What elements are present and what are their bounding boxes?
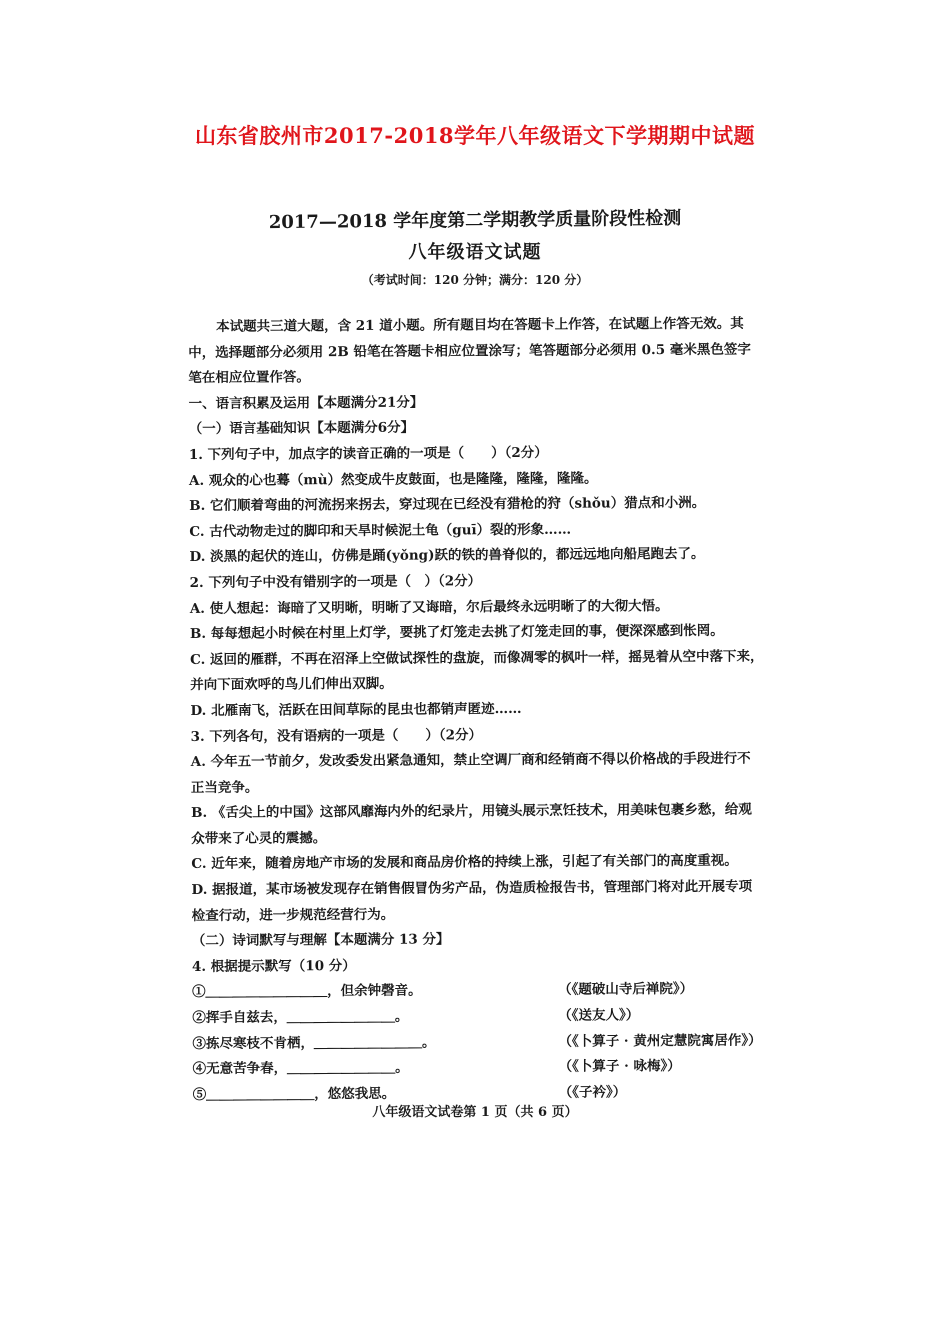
question-option: A. 使人想起：诲暗了又明晰，明晰了又诲暗，尔后最终永远明晰了的大彻大悟。 (189, 597, 669, 617)
instruction-line: 笔在相应位置作答。 (188, 369, 310, 387)
exam-body (188, 311, 793, 1108)
question-option-continued: 正当竞争。 (190, 779, 259, 796)
fill-blank-text: ⑤＿＿＿＿＿＿＿＿，悠悠我思。 (192, 1085, 396, 1103)
fill-blank-text: ③拣尽寒枝不肯栖，＿＿＿＿＿＿＿＿。 (192, 1034, 436, 1052)
question-option-continued: 检查行动，进一步规范经营行为。 (191, 906, 395, 924)
poem-source: （《子衿》） (558, 1084, 627, 1101)
question-option: C. 近年来，随着房地产市场的发展和商品房价格的持续上涨，引起了有关部门的高度重视。 (191, 853, 738, 873)
section-heading: 一、语言积累及运用【本题满分21分】 (188, 394, 424, 412)
exam-header-line1: 2017—2018 学年度第二学期教学质量阶段性检测 (268, 207, 682, 234)
instruction-line: 中，选择题部分必须用 2B 铅笔在答题卡相应位置涂写；笔答题部分必须用 0.5 毫米黑色签字 (188, 341, 751, 361)
question-option: C. 古代动物走过的脚印和天旱时候泥土龟（guī）裂的形象…… (189, 521, 572, 540)
fill-blank-item (192, 977, 792, 1006)
question-option: B. 它们顺着弯曲的河流拐来拐去，穿过现在已经没有猎枪的狩（shǒu）猎点和小洲。 (189, 495, 706, 515)
question-option: B. 《舌尖上的中国》这部风靡海内外的纪录片，用镜头展示烹饪技术，用美味包裹乡愁，给观 (190, 801, 752, 822)
fill-blank-item (192, 1028, 792, 1057)
question-option: D. 淡黑的起伏的连山，仿佛是踊(yǒng)跃的铁的兽脊似的，都远远地向船尾跑去了。 (189, 546, 705, 566)
question-option: A. 今年五一节前夕，发改委发出紧急通知，禁止空调厂商和经销商不得以价格战的手段进行不 (190, 750, 751, 771)
question-option: B. 每每想起小时候在村里上灯学，要挑了灯笼走去挑了灯笼走回的事，便深深感到怅罔。 (189, 622, 724, 643)
fill-blank-item (192, 1002, 792, 1031)
fill-blank-text: ②挥手自兹去，＿＿＿＿＿＿＿＿。 (192, 1008, 409, 1027)
exam-header-line2: 八年级语文试题 (408, 242, 542, 263)
page-footer: 八年级语文试卷第 1 页（共 6 页） (372, 1105, 578, 1120)
fill-blank-item (193, 1054, 793, 1083)
question-stem: 2. 下列句子中没有错别字的一项是（ ）（2分） (189, 573, 482, 591)
question-stem: 1. 下列句子中，加点字的读音正确的一项是（ ）（2分） (188, 444, 548, 463)
exam-time-info: （考试时间：120 分钟；满分：120 分） (361, 273, 589, 287)
question-option: C. 返回的雁群，不再在沼泽上空做试探性的盘旋，而像凋零的枫叶一样，摇晃着从空中落下来， (190, 648, 764, 668)
question-option-continued: 众带来了心灵的震撼。 (191, 830, 327, 847)
question-option: D. 据报道，某市场被发现存在销售假冒伪劣产品，伪造质检报告书，管理部门将对此开展专项 (191, 878, 753, 899)
subsection-heading: （一）语言基础知识【本题满分6分】 (188, 419, 415, 438)
question-option-continued: 并向下面欢呼的鸟儿们伸出双脚。 (190, 676, 393, 694)
question-stem: 4. 根据提示默写（10 分） (191, 957, 356, 975)
subsection-heading: （二）诗词默写与理解【本题满分 13 分】 (191, 931, 450, 950)
document-title: 山东省胶州市2017-2018学年八年级语文下学期期中试题 (194, 123, 756, 148)
fill-blank-text: ①＿＿＿＿＿＿＿＿＿，但余钟磬音。 (192, 983, 422, 1001)
instruction-line: 本试题共三道大题，含 21 道小题。所有题目均在答题卡上作答，在试题上作答无效。其 (216, 315, 744, 335)
poem-source: （《卜算子 · 黄州定慧院寓居作》） (558, 1032, 762, 1050)
poem-source: （《送友人》） (558, 1007, 640, 1024)
poem-source: （《题破山寺后禅院》） (558, 981, 694, 999)
question-stem: 3. 下列各句，没有语病的一项是（ ）（2分） (190, 726, 483, 745)
question-option: D. 北雁南飞，活跃在田间草际的昆虫也都销声匿迹…… (190, 700, 522, 719)
question-option: A. 观众的心也蓦（mù）然变成牛皮鼓面，也是隆隆，隆隆，隆隆。 (188, 470, 598, 489)
poem-source: （《卜算子 · 咏梅》） (558, 1058, 681, 1075)
fill-blank-text: ④无意苦争春，＿＿＿＿＿＿＿＿。 (192, 1059, 409, 1078)
